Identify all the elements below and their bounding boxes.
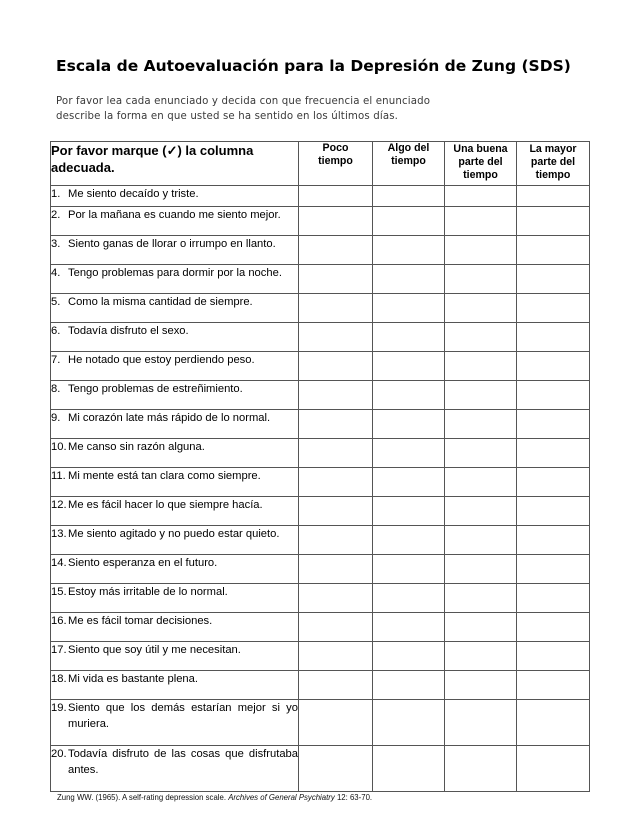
citation-authors: Zung WW. (1965). A self-rating depression scale. (57, 793, 229, 802)
item-statement (51, 497, 299, 526)
table-row (51, 207, 590, 236)
item-text: Mi corazón late más rápido de lo normal. (68, 412, 271, 424)
item-number: 20. (51, 748, 67, 760)
answer-cell-la-mayor-parte[interactable] (517, 613, 590, 642)
table-row (51, 439, 590, 468)
answer-cell-algo-del-tiempo[interactable] (373, 381, 445, 410)
item-number: 19. (51, 702, 67, 714)
item-statement (51, 584, 299, 613)
answer-cell-poco-tiempo[interactable] (299, 294, 373, 323)
item-statement-content (51, 294, 298, 310)
answer-cell-la-mayor-parte[interactable] (517, 236, 590, 265)
table-row (51, 700, 590, 746)
answer-cell-algo-del-tiempo[interactable] (373, 584, 445, 613)
answer-cell-una-buena-parte[interactable] (445, 265, 517, 294)
answer-cell-poco-tiempo[interactable] (299, 381, 373, 410)
item-text: He notado que estoy perdiendo peso. (68, 354, 255, 366)
item-statement-content (51, 526, 298, 542)
column-header-poco-tiempo (299, 142, 373, 186)
item-number: 3. (51, 238, 61, 250)
item-number: 16. (51, 615, 67, 627)
item-number: 13. (51, 528, 67, 540)
table-row (51, 468, 590, 497)
answer-cell-poco-tiempo[interactable] (299, 410, 373, 439)
answer-cell-la-mayor-parte[interactable] (517, 207, 590, 236)
column-header-line: Una buena (453, 143, 508, 155)
table-header-row (51, 142, 590, 186)
table-row (51, 497, 590, 526)
item-statement-content (51, 497, 298, 513)
answer-cell-la-mayor-parte[interactable] (517, 439, 590, 468)
item-number: 11. (51, 470, 66, 482)
answer-cell-la-mayor-parte[interactable] (517, 497, 590, 526)
answer-cell-algo-del-tiempo[interactable] (373, 439, 445, 468)
answer-cell-una-buena-parte[interactable] (445, 468, 517, 497)
item-text: Por la mañana es cuando me siento mejor. (68, 209, 281, 221)
table-row (51, 186, 590, 207)
item-statement-content (51, 555, 298, 571)
column-header-una-buena-parte (445, 142, 517, 186)
item-number: 6. (51, 325, 61, 337)
answer-cell-algo-del-tiempo[interactable] (373, 265, 445, 294)
item-statement (51, 526, 299, 555)
instruction-line-2: adecuada. (51, 160, 115, 175)
answer-cell-poco-tiempo[interactable] (299, 265, 373, 294)
table-row (51, 294, 590, 323)
answer-cell-una-buena-parte[interactable] (445, 410, 517, 439)
answer-cell-poco-tiempo[interactable] (299, 439, 373, 468)
answer-cell-algo-del-tiempo[interactable] (373, 497, 445, 526)
answer-cell-algo-del-tiempo[interactable] (373, 671, 445, 700)
answer-cell-la-mayor-parte[interactable] (517, 381, 590, 410)
item-statement-content (51, 207, 298, 223)
item-statement-content (51, 468, 298, 484)
instruction-header (51, 142, 299, 186)
answer-cell-poco-tiempo[interactable] (299, 642, 373, 671)
answer-cell-poco-tiempo[interactable] (299, 323, 373, 352)
answer-cell-poco-tiempo[interactable] (299, 584, 373, 613)
answer-cell-una-buena-parte[interactable] (445, 236, 517, 265)
item-number: 9. (51, 412, 61, 424)
answer-cell-poco-tiempo[interactable] (299, 236, 373, 265)
item-statement (51, 700, 299, 746)
column-header-line: Algo del (387, 142, 430, 154)
item-statement-content (51, 642, 298, 658)
answer-cell-poco-tiempo[interactable] (299, 526, 373, 555)
answer-cell-una-buena-parte[interactable] (445, 294, 517, 323)
column-header-algo-del-tiempo (373, 142, 445, 186)
item-statement-content (51, 700, 298, 732)
item-statement-content (51, 613, 298, 629)
item-statement (51, 468, 299, 497)
answer-cell-algo-del-tiempo[interactable] (373, 352, 445, 381)
answer-cell-algo-del-tiempo[interactable] (373, 410, 445, 439)
answer-cell-poco-tiempo[interactable] (299, 352, 373, 381)
answer-cell-poco-tiempo[interactable] (299, 186, 373, 207)
answer-cell-poco-tiempo[interactable] (299, 700, 373, 746)
column-header-line: tiempo (535, 169, 571, 181)
table-row (51, 381, 590, 410)
item-text: Estoy más irritable de lo normal. (68, 586, 228, 598)
item-statement (51, 555, 299, 584)
answer-cell-la-mayor-parte[interactable] (517, 323, 590, 352)
table-row (51, 236, 590, 265)
answer-cell-algo-del-tiempo[interactable] (373, 186, 445, 207)
item-statement-content (51, 410, 298, 426)
table-row (51, 352, 590, 381)
answer-cell-algo-del-tiempo[interactable] (373, 613, 445, 642)
answer-cell-poco-tiempo[interactable] (299, 555, 373, 584)
table-row (51, 613, 590, 642)
item-number: 2. (51, 209, 61, 221)
answer-cell-una-buena-parte[interactable] (445, 323, 517, 352)
answer-cell-la-mayor-parte[interactable] (517, 186, 590, 207)
table-row (51, 555, 590, 584)
answer-cell-algo-del-tiempo[interactable] (373, 555, 445, 584)
answer-cell-la-mayor-parte[interactable] (517, 671, 590, 700)
item-number: 4. (51, 267, 61, 279)
table-row (51, 671, 590, 700)
item-number: 1. (51, 188, 61, 200)
item-number: 17. (51, 644, 67, 656)
column-header-line: tiempo (318, 155, 353, 167)
item-text: Mi vida es bastante plena. (68, 673, 198, 685)
answer-cell-la-mayor-parte[interactable] (517, 526, 590, 555)
item-statement-content (51, 584, 298, 600)
answer-cell-la-mayor-parte[interactable] (517, 584, 590, 613)
answer-cell-la-mayor-parte[interactable] (517, 642, 590, 671)
answer-cell-la-mayor-parte[interactable] (517, 410, 590, 439)
item-statement (51, 746, 299, 792)
item-statement-content (51, 265, 298, 281)
instructions-line-2: describe la forma en que usted se ha sentido en los últimos días. (56, 111, 399, 122)
answer-cell-poco-tiempo[interactable] (299, 746, 373, 792)
answer-cell-poco-tiempo[interactable] (299, 671, 373, 700)
column-header-line: La mayor (529, 143, 577, 155)
instruction-line-1: Por favor marque (✓) la columna (51, 143, 254, 158)
column-header-la-mayor-parte (517, 142, 590, 186)
table-row (51, 410, 590, 439)
citation-journal: Archives of General Psychiatry (228, 793, 335, 802)
item-text: Siento que los demás estarían mejor si yo muriera. (68, 702, 298, 730)
item-number: 14. (51, 557, 67, 569)
item-text: Me canso sin razón alguna. (68, 441, 205, 453)
answer-cell-la-mayor-parte[interactable] (517, 700, 590, 746)
citation (57, 793, 372, 802)
item-statement-content (51, 186, 298, 202)
citation-details: 12: 63-70. (334, 793, 373, 802)
item-text: Como la misma cantidad de siempre. (68, 296, 253, 308)
item-text: Tengo problemas de estreñimiento. (68, 383, 243, 395)
item-text: Me es fácil hacer lo que siempre hacía. (68, 499, 263, 511)
answer-cell-algo-del-tiempo[interactable] (373, 526, 445, 555)
instructions-paragraph (56, 94, 456, 124)
answer-cell-la-mayor-parte[interactable] (517, 746, 590, 792)
answer-cell-algo-del-tiempo[interactable] (373, 323, 445, 352)
item-statement (51, 323, 299, 352)
answer-cell-una-buena-parte[interactable] (445, 352, 517, 381)
page-title: Escala de Autoevaluación para la Depresión de Zung (SDS) (56, 57, 571, 75)
answer-cell-una-buena-parte[interactable] (445, 439, 517, 468)
item-statement-content (51, 439, 298, 455)
column-header-line: tiempo (463, 169, 498, 181)
answer-cell-algo-del-tiempo[interactable] (373, 642, 445, 671)
item-statement (51, 207, 299, 236)
answer-cell-algo-del-tiempo[interactable] (373, 468, 445, 497)
item-statement (51, 352, 299, 381)
item-statement (51, 613, 299, 642)
item-statement (51, 410, 299, 439)
item-statement (51, 186, 299, 207)
column-header-line: parte del (458, 156, 503, 168)
item-text: Me siento decaído y triste. (68, 188, 199, 200)
table-row (51, 642, 590, 671)
table-row (51, 265, 590, 294)
column-header-line: parte del (530, 156, 576, 168)
item-text: Todavía disfruto el sexo. (68, 325, 189, 337)
item-number: 12. (51, 499, 67, 511)
answer-cell-poco-tiempo[interactable] (299, 497, 373, 526)
item-statement (51, 671, 299, 700)
instructions-line-1: Por favor lea cada enunciado y decida con que frecuencia el enunciado (56, 96, 431, 107)
item-statement-content (51, 381, 298, 397)
item-statement (51, 236, 299, 265)
item-number: 10. (51, 441, 67, 453)
table-row (51, 746, 590, 792)
answer-cell-una-buena-parte[interactable] (445, 497, 517, 526)
item-statement-content (51, 236, 298, 252)
answer-cell-la-mayor-parte[interactable] (517, 294, 590, 323)
item-statement (51, 294, 299, 323)
item-text: Me siento agitado y no puedo estar quieto. (68, 528, 280, 540)
item-text: Tengo problemas para dormir por la noche. (68, 267, 282, 279)
item-number: 18. (51, 673, 67, 685)
table-body (51, 186, 590, 792)
item-text: Siento ganas de llorar o irrumpo en llanto. (68, 238, 276, 250)
item-statement (51, 439, 299, 468)
item-text: Me es fácil tomar decisiones. (68, 615, 213, 627)
item-text: Siento esperanza en el futuro. (68, 557, 218, 569)
item-statement (51, 642, 299, 671)
answer-cell-una-buena-parte[interactable] (445, 381, 517, 410)
answer-cell-algo-del-tiempo[interactable] (373, 207, 445, 236)
column-header-line: tiempo (391, 155, 426, 167)
answer-cell-una-buena-parte[interactable] (445, 584, 517, 613)
item-text: Siento que soy útil y me necesitan. (68, 644, 241, 656)
sds-table (50, 141, 590, 792)
item-number: 15. (51, 586, 67, 598)
answer-cell-poco-tiempo[interactable] (299, 613, 373, 642)
item-statement (51, 381, 299, 410)
item-number: 8. (51, 383, 61, 395)
item-text: Mi mente está tan clara como siempre. (68, 470, 261, 482)
item-statement-content (51, 671, 298, 687)
table-row (51, 323, 590, 352)
column-header-line: Poco (322, 142, 349, 154)
answer-cell-una-buena-parte[interactable] (445, 207, 517, 236)
answer-cell-una-buena-parte[interactable] (445, 555, 517, 584)
answer-cell-una-buena-parte[interactable] (445, 700, 517, 746)
answer-cell-poco-tiempo[interactable] (299, 207, 373, 236)
answer-cell-poco-tiempo[interactable] (299, 468, 373, 497)
answer-cell-algo-del-tiempo[interactable] (373, 700, 445, 746)
answer-cell-algo-del-tiempo[interactable] (373, 236, 445, 265)
answer-cell-una-buena-parte[interactable] (445, 746, 517, 792)
answer-cell-la-mayor-parte[interactable] (517, 352, 590, 381)
item-statement-content (51, 352, 298, 368)
item-text: Todavía disfruto de las cosas que disfrutaba antes. (68, 748, 298, 776)
item-number: 5. (51, 296, 61, 308)
answer-cell-una-buena-parte[interactable] (445, 671, 517, 700)
table-row (51, 526, 590, 555)
answer-cell-una-buena-parte[interactable] (445, 642, 517, 671)
answer-cell-algo-del-tiempo[interactable] (373, 746, 445, 792)
answer-cell-la-mayor-parte[interactable] (517, 265, 590, 294)
answer-cell-una-buena-parte[interactable] (445, 526, 517, 555)
answer-cell-una-buena-parte[interactable] (445, 613, 517, 642)
table-row (51, 584, 590, 613)
item-statement-content (51, 746, 298, 778)
answer-cell-la-mayor-parte[interactable] (517, 555, 590, 584)
answer-cell-una-buena-parte[interactable] (445, 186, 517, 207)
answer-cell-la-mayor-parte[interactable] (517, 468, 590, 497)
item-statement-content (51, 323, 298, 339)
answer-cell-algo-del-tiempo[interactable] (373, 294, 445, 323)
item-statement (51, 265, 299, 294)
item-number: 7. (51, 354, 61, 366)
